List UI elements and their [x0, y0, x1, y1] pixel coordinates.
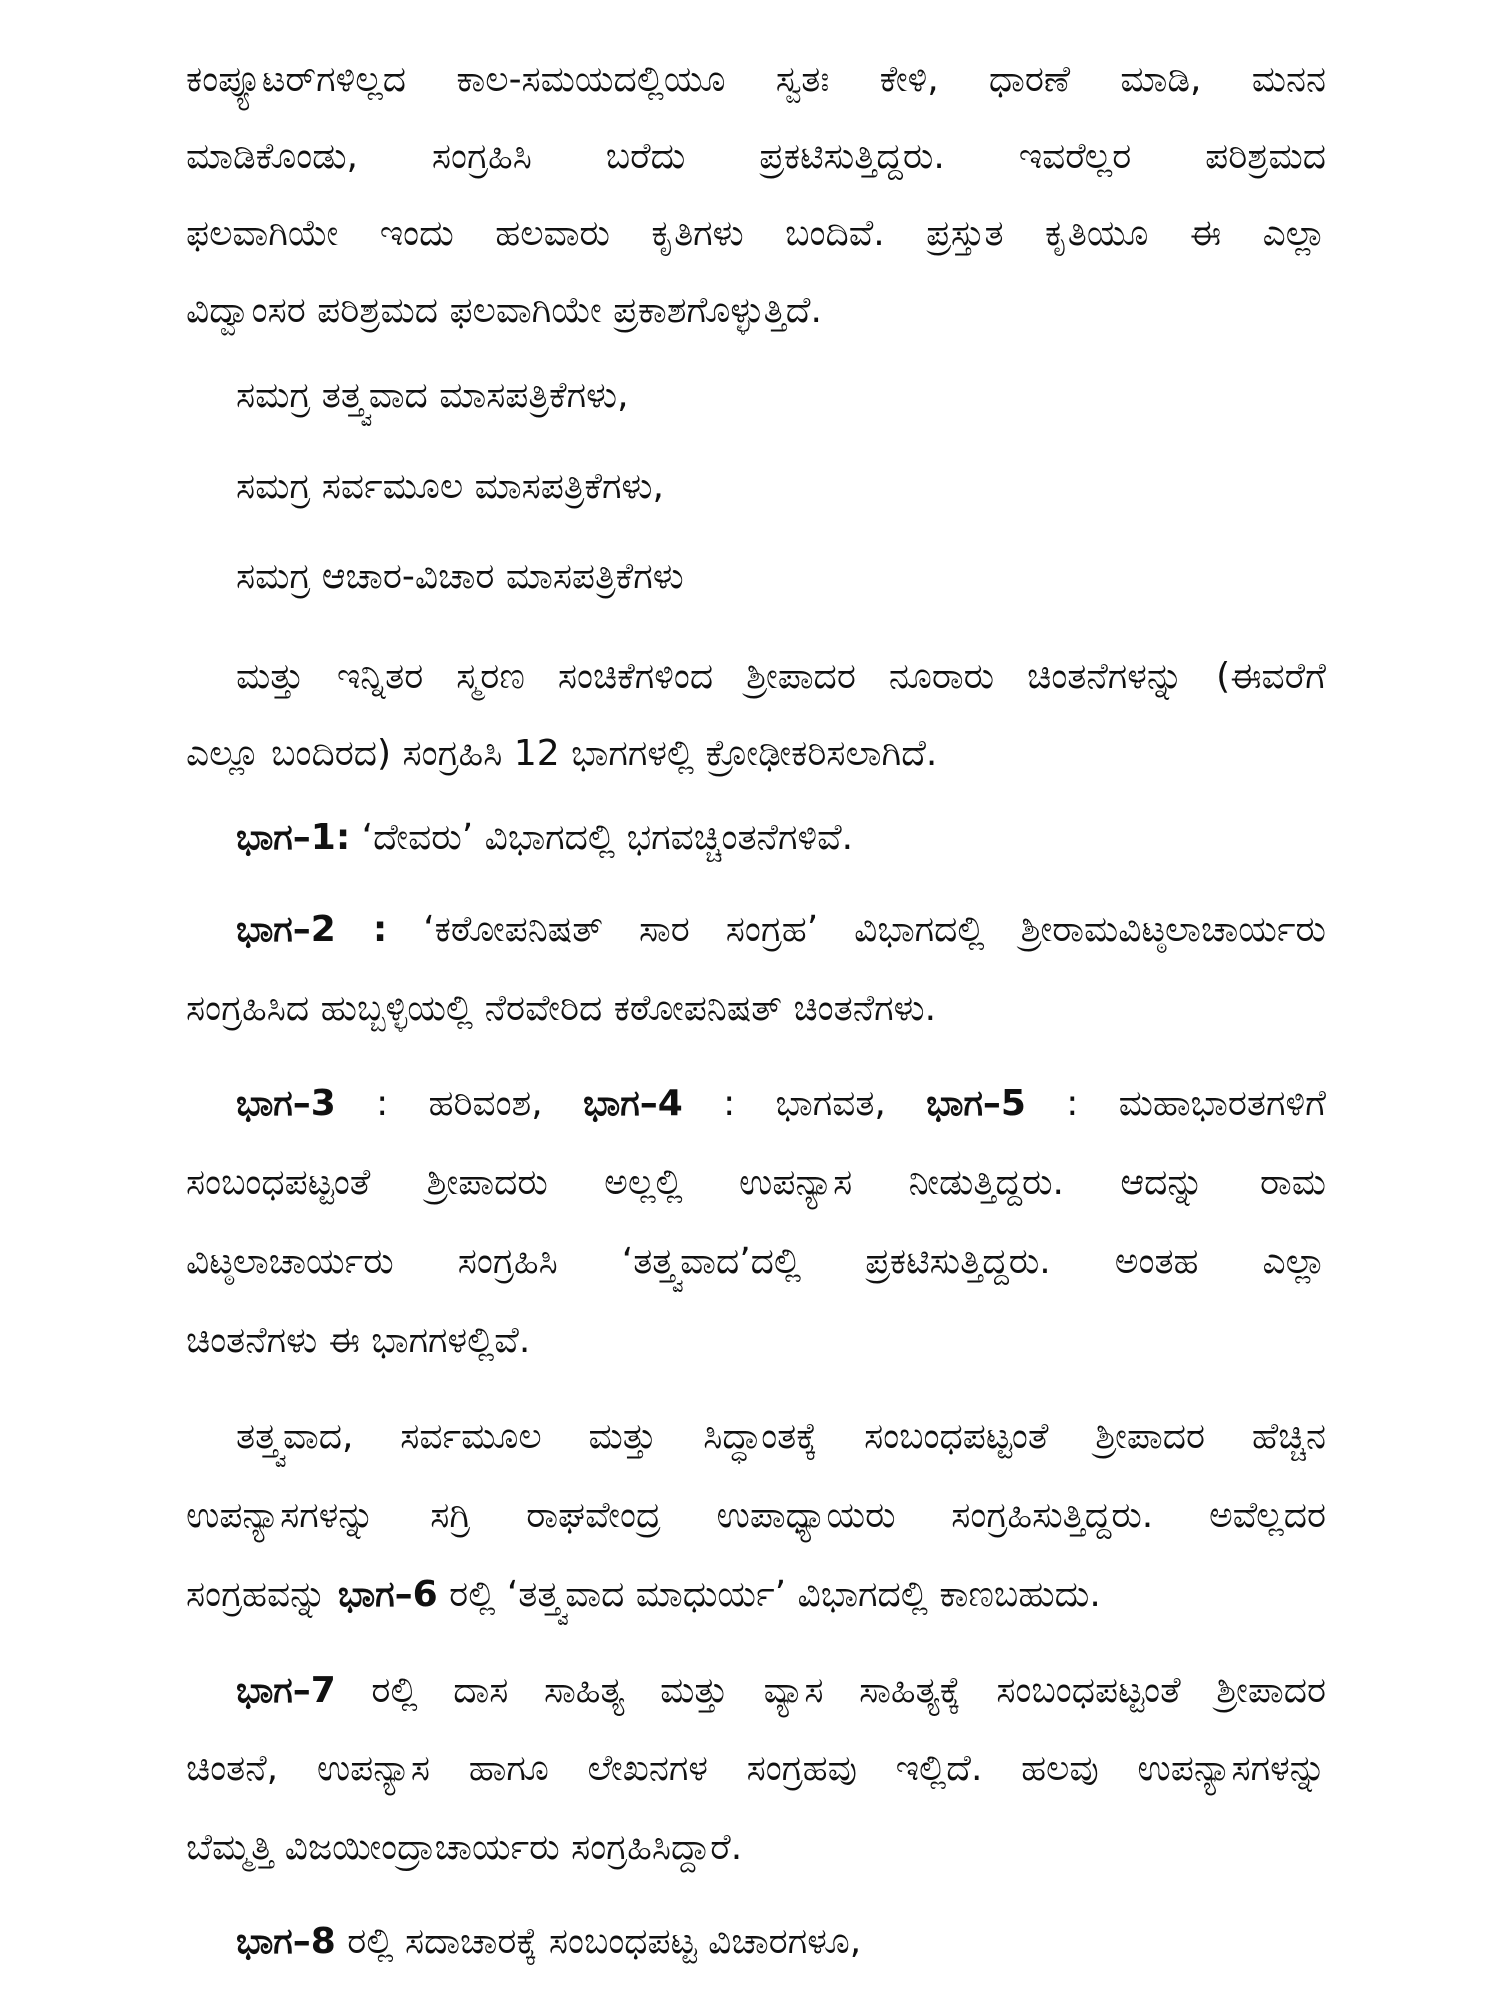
part-8-text: ರಲ್ಲಿ ಸದಾಚಾರಕ್ಕೆ ಸಂಬಂಧಪಟ್ಟ ವಿಚಾರಗಳೂ, — [335, 1921, 862, 1962]
part-6-line-3 — [186, 1571, 1101, 1619]
part-2-text: ‘ಕಠೋಪನಿಷತ್ ಸಾರ ಸಂಗ್ರಹ’ ವಿಭಾಗದಲ್ಲಿ ಶ್ರೀರಾಮವಿಟ್ಠಲಾಚಾರ್ಯರು — [387, 909, 1326, 950]
part-1-text: ‘ದೇವರು’ ವಿಭಾಗದಲ್ಲಿ ಭಗವಚ್ಚಿಂತನೆಗಳಿವೆ. — [350, 817, 854, 858]
part-4-text: : ಭಾಗವತ, — [682, 1083, 927, 1124]
part-7-line-3: ಬೆಮ್ಮತ್ತಿ ವಿಜಯೀಂದ್ರಾಚಾರ್ಯರು ಸಂಗ್ರಹಿಸಿದ್ದಾರೆ. — [186, 1827, 743, 1868]
part-6-label: ಭಾಗ–6 — [337, 1574, 438, 1615]
part-7-line-1 — [236, 1667, 1326, 1715]
part-7-label: ಭಾಗ–7 — [236, 1670, 336, 1711]
part-1-line — [236, 814, 853, 862]
part-6-pre: ಸಂಗ್ರಹವನ್ನು — [186, 1574, 338, 1615]
list-item: ಸಮಗ್ರ ಸರ್ವಮೂಲ ಮಾಸಪತ್ರಿಕೆಗಳು, — [236, 466, 664, 507]
part-6-line-2: ಉಪನ್ಯಾಸಗಳನ್ನು ಸಗ್ರಿ ರಾಘವೇಂದ್ರ ಉಪಾಧ್ಯಾಯರು ಸಂಗ್ರಹಿಸುತ್ತಿದ್ದರು. ಅವೆಲ್ಲದರ — [186, 1495, 1326, 1536]
part-5-label: ಭಾಗ–5 — [926, 1083, 1026, 1124]
part-6-post: ರಲ್ಲಿ ‘ತತ್ತ್ವವಾದ ಮಾಧುರ್ಯ’ ವಿಭಾಗದಲ್ಲಿ ಕಾಣಬಹುದು. — [437, 1574, 1101, 1615]
part-7-line-2: ಚಿಂತನೆ, ಉಪನ್ಯಾಸ ಹಾಗೂ ಲೇಖನಗಳ ಸಂಗ್ರಹವು ಇಲ್ಲಿದೆ. ಹಲವು ಉಪನ್ಯಾಸಗಳನ್ನು — [186, 1748, 1326, 1789]
part-1-label: ಭಾಗ–1: — [236, 817, 351, 858]
part-3-text: : ಹರಿವಂಶ, — [335, 1083, 583, 1124]
part-2-line-2: ಸಂಗ್ರಹಿಸಿದ ಹುಬ್ಬಳ್ಳಿಯಲ್ಲಿ ನೆರವೇರಿದ ಕಠೋಪನಿಷತ್ ಚಿಂತನೆಗಳು. — [186, 988, 937, 1029]
part-4-label: ಭಾಗ–4 — [582, 1083, 683, 1124]
part-8-line-1 — [236, 1918, 861, 1966]
paragraph-1-line-4: ವಿದ್ವಾಂಸರ ಪರಿಶ್ರಮದ ಫಲವಾಗಿಯೇ ಪ್ರಕಾಶಗೊಳ್ಳುತ್ತಿದೆ. — [186, 290, 822, 331]
part-7-text: ರಲ್ಲಿ ದಾಸ ಸಾಹಿತ್ಯ ಮತ್ತು ವ್ಯಾಸ ಸಾಹಿತ್ಯಕ್ಕೆ ಸಂಬಂಧಪಟ್ಟಂತೆ ಶ್ರೀಪಾದರ — [335, 1670, 1326, 1711]
paragraph-2-line-1: ಮತ್ತು ಇನ್ನಿತರ ಸ್ಮರಣ ಸಂಚಿಕೆಗಳಿಂದ ಶ್ರೀಪಾದರ ನೂರಾರು ಚಿಂತನೆಗಳನ್ನು (ಈವರೆಗೆ — [236, 656, 1326, 697]
part-345-line-2: ಸಂಬಂಧಪಟ್ಟಂತೆ ಶ್ರೀಪಾದರು ಅಲ್ಲಲ್ಲಿ ಉಪನ್ಯಾಸ ನೀಡುತ್ತಿದ್ದರು. ಆದನ್ನು ರಾಮ — [186, 1162, 1326, 1203]
paragraph-1-line-2: ಮಾಡಿಕೊಂಡು, ಸಂಗ್ರಹಿಸಿ ಬರೆದು ಪ್ರಕಟಿಸುತ್ತಿದ್ದರು. ಇವರೆಲ್ಲರ ಪರಿಶ್ರಮದ — [186, 136, 1326, 177]
part-345-line-4: ಚಿಂತನೆಗಳು ಈ ಭಾಗಗಳಲ್ಲಿವೆ. — [186, 1320, 531, 1361]
paragraph-1-line-1: ಕಂಪ್ಯೂಟರ್‌ಗಳಿಲ್ಲದ ಕಾಲ-ಸಮಯದಲ್ಲಿಯೂ ಸ್ವತಃ ಕೇಳಿ, ಧಾರಣೆ ಮಾಡಿ, ಮನನ — [186, 59, 1326, 100]
part-6-line-1: ತತ್ತ್ವವಾದ, ಸರ್ವಮೂಲ ಮತ್ತು ಸಿದ್ಧಾಂತಕ್ಕೆ ಸಂಬಂಧಪಟ್ಟಂತೆ ಶ್ರೀಪಾದರ ಹೆಚ್ಚಿನ — [236, 1416, 1326, 1457]
paragraph-2-line-2: ಎಲ್ಲೂ ಬಂದಿರದ) ಸಂಗ್ರಹಿಸಿ 12 ಭಾಗಗಳಲ್ಲಿ ಕ್ರೋಢೀಕರಿಸಲಾಗಿದೆ. — [186, 733, 938, 774]
part-2-line-1 — [236, 906, 1326, 954]
part-345-line-3: ವಿಟ್ಠಲಾಚಾರ್ಯರು ಸಂಗ್ರಹಿಸಿ ‘ತತ್ತ್ವವಾದ’ದಲ್ಲಿ ಪ್ರಕಟಿಸುತ್ತಿದ್ದರು. ಅಂತಹ ಎಲ್ಲಾ — [186, 1241, 1326, 1282]
list-item: ಸಮಗ್ರ ತತ್ತ್ವವಾದ ಮಾಸಪತ್ರಿಕೆಗಳು, — [236, 375, 629, 416]
part-3-label: ಭಾಗ–3 — [236, 1083, 336, 1124]
list-item: ಸಮಗ್ರ ಆಚಾರ-ವಿಚಾರ ಮಾಸಪತ್ರಿಕೆಗಳು — [236, 556, 684, 597]
part-345-line-1 — [236, 1080, 1326, 1128]
part-2-label: ಭಾಗ–2 : — [236, 909, 388, 950]
paragraph-1-line-3: ಫಲವಾಗಿಯೇ ಇಂದು ಹಲವಾರು ಕೃತಿಗಳು ಬಂದಿವೆ. ಪ್ರಸ್ತುತ ಕೃತಿಯೂ ಈ ಎಲ್ಲಾ — [186, 213, 1326, 254]
part-8-label: ಭಾಗ–8 — [236, 1921, 336, 1962]
part-5-text: : ಮಹಾಭಾರತಗಳಿಗೆ — [1025, 1083, 1326, 1124]
